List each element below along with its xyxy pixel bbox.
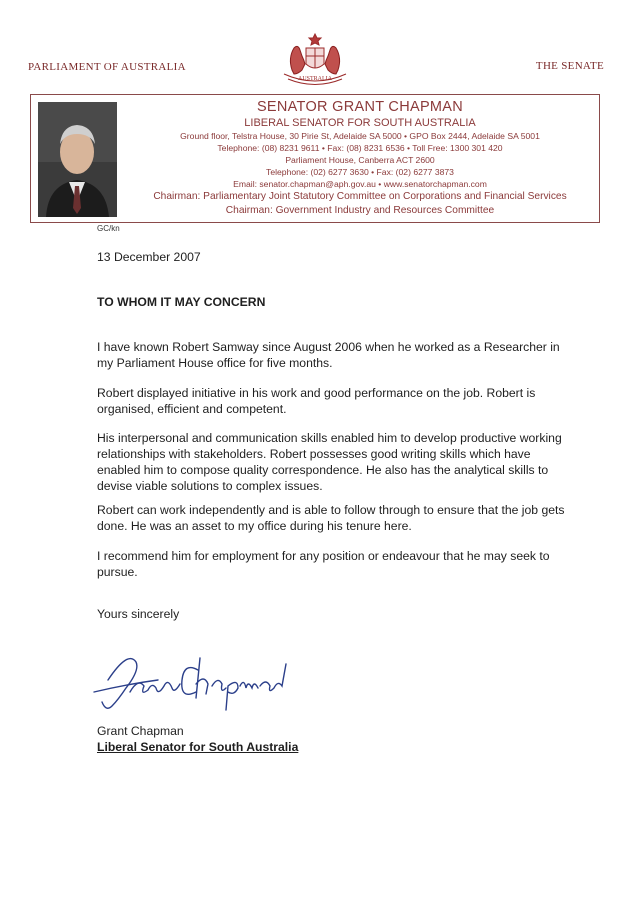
handwritten-signature — [88, 640, 298, 720]
phone-line-1: Telephone: (08) 8231 9611 • Fax: (08) 8231 6536 • Toll Free: 1300 301 420 — [217, 143, 503, 154]
chairman-line-2: Chairman: Government Industry and Resources Committee — [225, 204, 495, 216]
address-line-2: Parliament House, Canberra ACT 2600 — [285, 155, 435, 166]
signatory-title: Liberal Senator for South Australia — [97, 740, 299, 754]
paragraph-1: I have known Robert Samway since August 2006 when he worked as a Researcher in my Parliament House office for five months. — [97, 340, 560, 370]
chairman-line-1: Chairman: Parliamentary Joint Statutory Committee on Corporations and Financial Services — [153, 191, 567, 203]
paragraph-2: Robert displayed initiative in his work and good performance on the job. Robert is organised, efficient and competent. — [97, 386, 536, 416]
coat-of-arms-icon — [272, 30, 358, 92]
senator-role: LIBERAL SENATOR FOR SOUTH AUSTRALIA — [244, 117, 476, 129]
letter-date: 13 December 2007 — [97, 250, 201, 264]
paragraph-4: Robert can work independently and is able to follow through to ensure that the job gets done. He was an asset to my office during his tenure here. — [97, 503, 565, 533]
senator-name: SENATOR GRANT CHAPMAN — [256, 99, 464, 115]
paragraph-3: His interpersonal and communication skills enabled him to develop productive working relationships with stakeholders. Robert possesses good writing skills which have enabled him to compose quality correspondence. He also has the analytical skills to devise viable solutions to complex issues. — [97, 431, 562, 493]
senate-label: THE SENATE — [535, 60, 604, 72]
letterhead-text — [122, 98, 598, 217]
crest-label: AUSTRALIA — [298, 76, 332, 82]
address-line-1: Ground floor, Telstra House, 30 Pirie St, Adelaide SA 5000 • GPO Box 2444, Adelaide SA 5001 — [180, 131, 540, 141]
phone-line-2: Telephone: (02) 6277 3630 • Fax: (02) 6277 3873 — [266, 167, 454, 178]
salutation: TO WHOM IT MAY CONCERN — [97, 295, 266, 309]
signatory-name: Grant Chapman — [97, 724, 184, 738]
senator-photo — [38, 102, 117, 217]
parliament-label: PARLIAMENT OF AUSTRALIA — [28, 61, 186, 73]
email-line: Email: senator.chapman@aph.gov.au • www.senatorchapman.com — [233, 179, 487, 190]
closing: Yours sincerely — [97, 607, 180, 621]
reference-code: GC/kn — [97, 224, 120, 233]
paragraph-5: I recommend him for employment for any position or endeavour that he may seek to pursue. — [97, 549, 550, 579]
